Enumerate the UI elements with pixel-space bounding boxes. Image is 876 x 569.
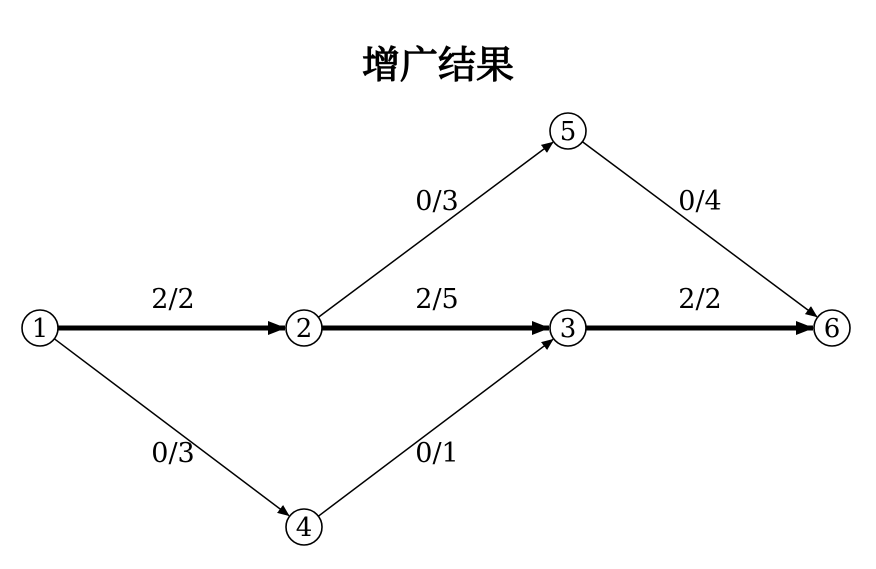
node-4 [286,509,322,545]
edge-1-4 [54,339,288,516]
edge-label-3-6: 2/2 [678,284,722,315]
node-label-2: 2 [295,314,313,344]
edge-4-3 [318,339,552,516]
node-3 [550,310,586,346]
node-label-6: 6 [823,314,841,344]
edge-label-1-4: 0/3 [151,438,195,469]
edge-label-2-3: 2/5 [415,284,459,315]
node-2 [286,310,322,346]
edge-label-5-6: 0/4 [678,186,722,217]
node-1 [22,310,58,346]
edge-label-2-5: 0/3 [415,186,459,217]
edge-label-4-3: 0/1 [415,438,459,469]
node-label-3: 3 [559,314,577,344]
edge-label-1-2: 2/2 [151,284,195,315]
node-5 [550,113,586,149]
node-6 [814,310,850,346]
diagram-title: 增广结果 [361,42,515,87]
node-label-4: 4 [295,513,313,543]
node-label-5: 5 [559,117,577,147]
edges-layer [54,142,816,516]
node-label-1: 1 [31,314,49,344]
